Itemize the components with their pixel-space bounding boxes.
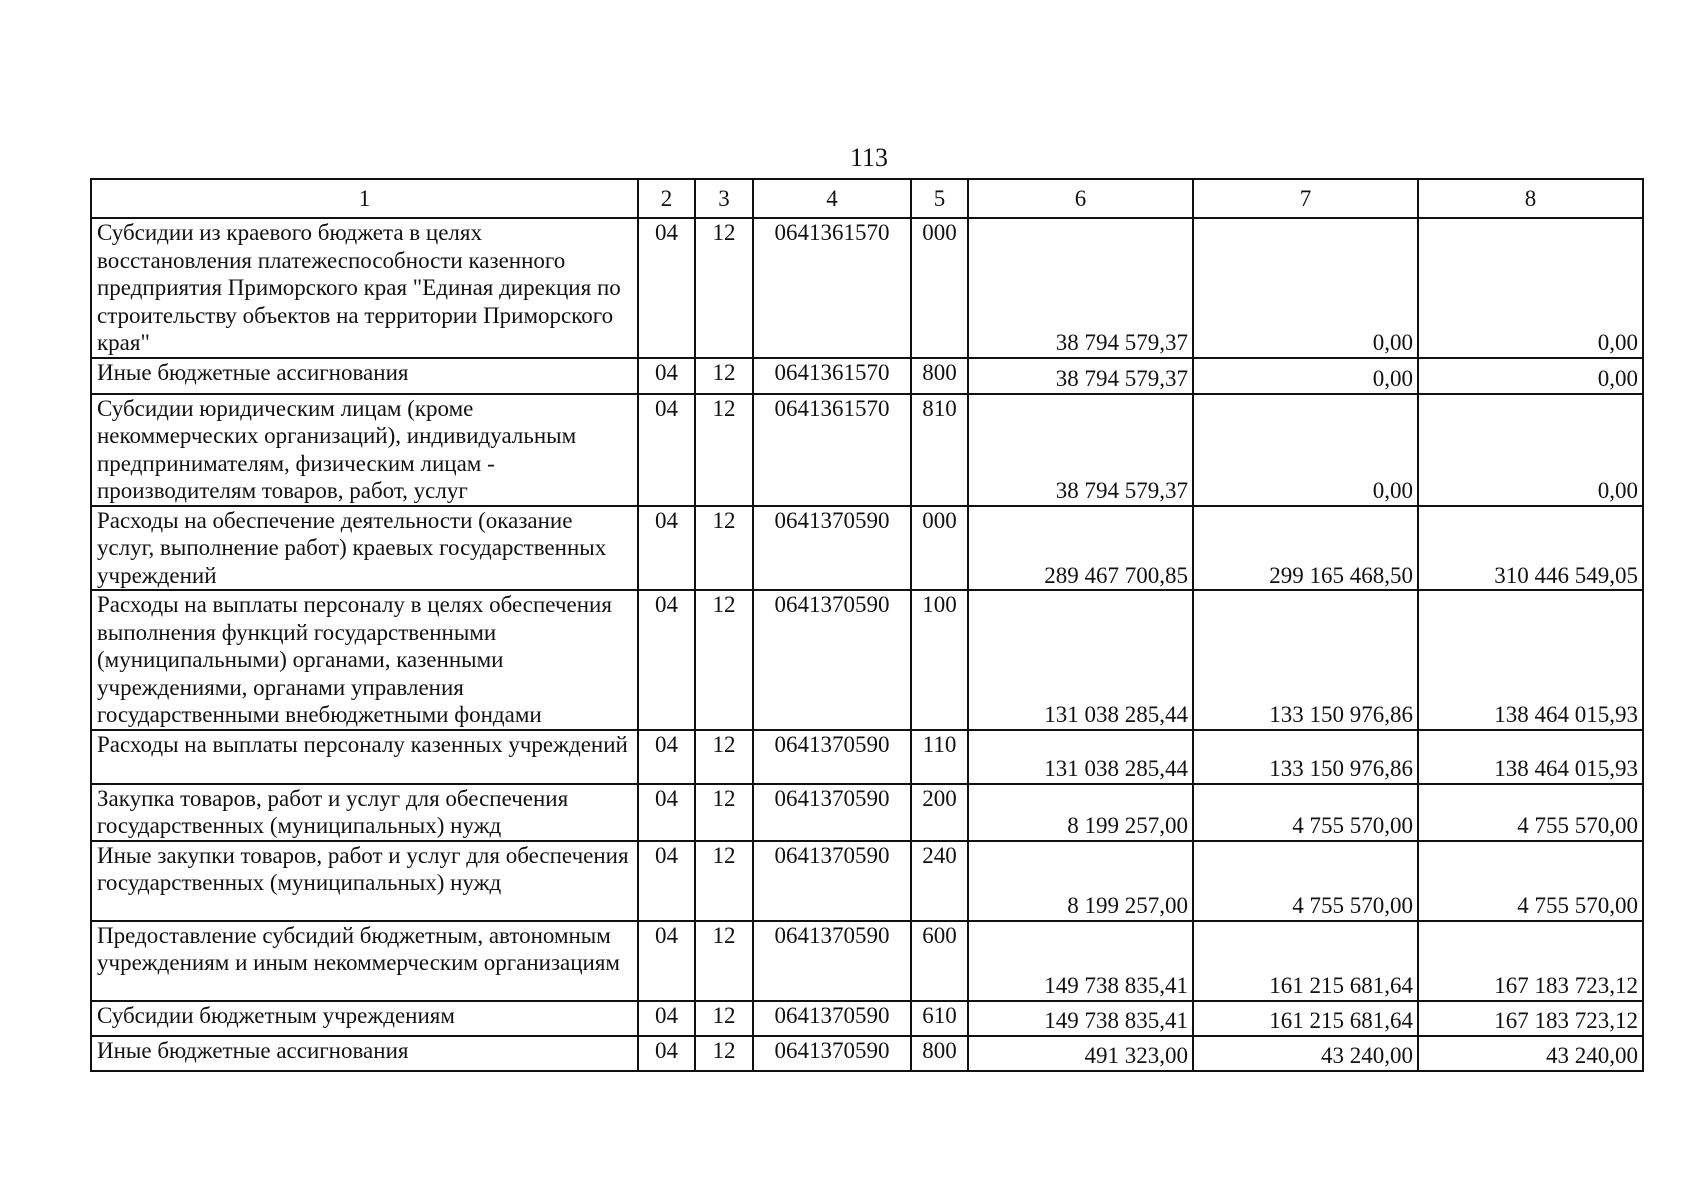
- column-header-4: 4: [753, 179, 911, 218]
- row-code-col-5: 200: [911, 784, 968, 841]
- table-row: [91, 730, 1643, 784]
- row-code-col-3: 12: [695, 784, 753, 841]
- table-row: [91, 218, 1643, 358]
- row-code-col-4: 0641361570: [753, 394, 911, 506]
- row-amount-col-6: 149 738 835,41: [968, 921, 1193, 1001]
- row-amount-col-6: 8 199 257,00: [968, 841, 1193, 921]
- row-amount-col-7: 161 215 681,64: [1193, 1001, 1418, 1036]
- row-amount-col-8: 167 183 723,12: [1418, 1001, 1643, 1036]
- row-name: Расходы на выплаты персоналу в целях обеспечения выполнения функций государственными (муниципальными) органами, казенными учреждениями, органами управления государственными внебюджетными фондами: [91, 590, 638, 730]
- row-code-col-3: 12: [695, 394, 753, 506]
- table-row: [91, 506, 1643, 591]
- row-code-col-4: 0641370590: [753, 1001, 911, 1036]
- row-code-col-4: 0641370590: [753, 1036, 911, 1071]
- row-amount-col-7: 0,00: [1193, 218, 1418, 358]
- row-code-col-4: 0641370590: [753, 590, 911, 730]
- row-code-col-2: 04: [638, 841, 695, 921]
- row-code-col-2: 04: [638, 784, 695, 841]
- row-amount-col-7: 161 215 681,64: [1193, 921, 1418, 1001]
- table-row: [91, 784, 1643, 841]
- row-code-col-5: 800: [911, 1036, 968, 1071]
- row-name: Расходы на обеспечение деятельности (оказание услуг, выполнение работ) краевых государственных учреждений: [91, 506, 638, 591]
- row-code-col-5: 100: [911, 590, 968, 730]
- row-amount-col-7: 0,00: [1193, 358, 1418, 394]
- row-code-col-4: 0641370590: [753, 841, 911, 921]
- row-code-col-5: 610: [911, 1001, 968, 1036]
- row-code-col-2: 04: [638, 218, 695, 358]
- row-amount-col-8: 167 183 723,12: [1418, 921, 1643, 1001]
- table-row: [91, 921, 1643, 1001]
- row-amount-col-8: 0,00: [1418, 218, 1643, 358]
- row-name: Предоставление субсидий бюджетным, автономным учреждениям и иным некоммерческим организациям: [91, 921, 638, 1001]
- row-amount-col-7: 4 755 570,00: [1193, 784, 1418, 841]
- table-row: [91, 590, 1643, 730]
- header-row: [91, 179, 1643, 218]
- row-code-col-4: 0641370590: [753, 921, 911, 1001]
- row-name: Субсидии бюджетным учреждениям: [91, 1001, 638, 1036]
- row-amount-col-8: 4 755 570,00: [1418, 841, 1643, 921]
- row-name: Расходы на выплаты персоналу казенных учреждений: [91, 730, 638, 784]
- row-amount-col-6: 289 467 700,85: [968, 506, 1193, 591]
- row-amount-col-7: 133 150 976,86: [1193, 730, 1418, 784]
- budget-table: [90, 178, 1644, 1072]
- column-header-3: 3: [695, 179, 753, 218]
- table-row: [91, 1001, 1643, 1036]
- column-header-5: 5: [911, 179, 968, 218]
- column-header-7: 7: [1193, 179, 1418, 218]
- row-name: Закупка товаров, работ и услуг для обеспечения государственных (муниципальных) нужд: [91, 784, 638, 841]
- row-code-col-2: 04: [638, 358, 695, 394]
- row-amount-col-8: 310 446 549,05: [1418, 506, 1643, 591]
- row-code-col-2: 04: [638, 506, 695, 591]
- row-amount-col-6: 38 794 579,37: [968, 218, 1193, 358]
- row-amount-col-7: 43 240,00: [1193, 1036, 1418, 1071]
- table-body: [91, 218, 1643, 1071]
- table-row: [91, 841, 1643, 921]
- row-amount-col-7: 0,00: [1193, 394, 1418, 506]
- row-code-col-5: 600: [911, 921, 968, 1001]
- row-code-col-5: 810: [911, 394, 968, 506]
- row-amount-col-6: 38 794 579,37: [968, 358, 1193, 394]
- row-code-col-5: 240: [911, 841, 968, 921]
- row-code-col-3: 12: [695, 1036, 753, 1071]
- row-code-col-3: 12: [695, 506, 753, 591]
- row-amount-col-6: 491 323,00: [968, 1036, 1193, 1071]
- row-code-col-3: 12: [695, 841, 753, 921]
- row-amount-col-7: 133 150 976,86: [1193, 590, 1418, 730]
- row-code-col-5: 800: [911, 358, 968, 394]
- row-amount-col-7: 299 165 468,50: [1193, 506, 1418, 591]
- row-code-col-5: 000: [911, 506, 968, 591]
- row-code-col-4: 0641370590: [753, 730, 911, 784]
- row-amount-col-8: 4 755 570,00: [1418, 784, 1643, 841]
- row-name: Субсидии из краевого бюджета в целях восстановления платежеспособности казенного предприятия Приморского края "Единая дирекция по строительству объектов на территории Приморского края": [91, 218, 638, 358]
- page-number: 113: [849, 143, 889, 172]
- table-row: [91, 1036, 1643, 1071]
- row-amount-col-6: 149 738 835,41: [968, 1001, 1193, 1036]
- row-code-col-3: 12: [695, 1001, 753, 1036]
- row-amount-col-6: 131 038 285,44: [968, 590, 1193, 730]
- row-amount-col-6: 131 038 285,44: [968, 730, 1193, 784]
- table-header: [91, 179, 1643, 218]
- row-amount-col-8: 138 464 015,93: [1418, 590, 1643, 730]
- row-code-col-5: 110: [911, 730, 968, 784]
- row-code-col-5: 000: [911, 218, 968, 358]
- row-code-col-4: 0641361570: [753, 218, 911, 358]
- row-code-col-4: 0641370590: [753, 784, 911, 841]
- row-amount-col-6: 8 199 257,00: [968, 784, 1193, 841]
- row-name: Иные закупки товаров, работ и услуг для обеспечения государственных (муниципальных) нужд: [91, 841, 638, 921]
- column-header-2: 2: [638, 179, 695, 218]
- row-code-col-3: 12: [695, 218, 753, 358]
- row-code-col-4: 0641370590: [753, 506, 911, 591]
- row-amount-col-8: 43 240,00: [1418, 1036, 1643, 1071]
- row-name: Иные бюджетные ассигнования: [91, 358, 638, 394]
- row-code-col-3: 12: [695, 921, 753, 1001]
- row-code-col-3: 12: [695, 730, 753, 784]
- row-name: Субсидии юридическим лицам (кроме некоммерческих организаций), индивидуальным предпринимателям, физическим лицам - производителям товаров, работ, услуг: [91, 394, 638, 506]
- table-row: [91, 394, 1643, 506]
- row-amount-col-6: 38 794 579,37: [968, 394, 1193, 506]
- row-amount-col-8: 0,00: [1418, 358, 1643, 394]
- row-code-col-2: 04: [638, 590, 695, 730]
- table-row: [91, 358, 1643, 394]
- row-code-col-2: 04: [638, 394, 695, 506]
- row-name: Иные бюджетные ассигнования: [91, 1036, 638, 1071]
- row-amount-col-8: 0,00: [1418, 394, 1643, 506]
- row-code-col-2: 04: [638, 730, 695, 784]
- row-code-col-2: 04: [638, 1001, 695, 1036]
- row-code-col-3: 12: [695, 358, 753, 394]
- row-amount-col-8: 138 464 015,93: [1418, 730, 1643, 784]
- row-amount-col-7: 4 755 570,00: [1193, 841, 1418, 921]
- row-code-col-2: 04: [638, 921, 695, 1001]
- column-header-1: 1: [91, 179, 638, 218]
- column-header-6: 6: [968, 179, 1193, 218]
- column-header-8: 8: [1418, 179, 1643, 218]
- row-code-col-3: 12: [695, 590, 753, 730]
- row-code-col-2: 04: [638, 1036, 695, 1071]
- row-code-col-4: 0641361570: [753, 358, 911, 394]
